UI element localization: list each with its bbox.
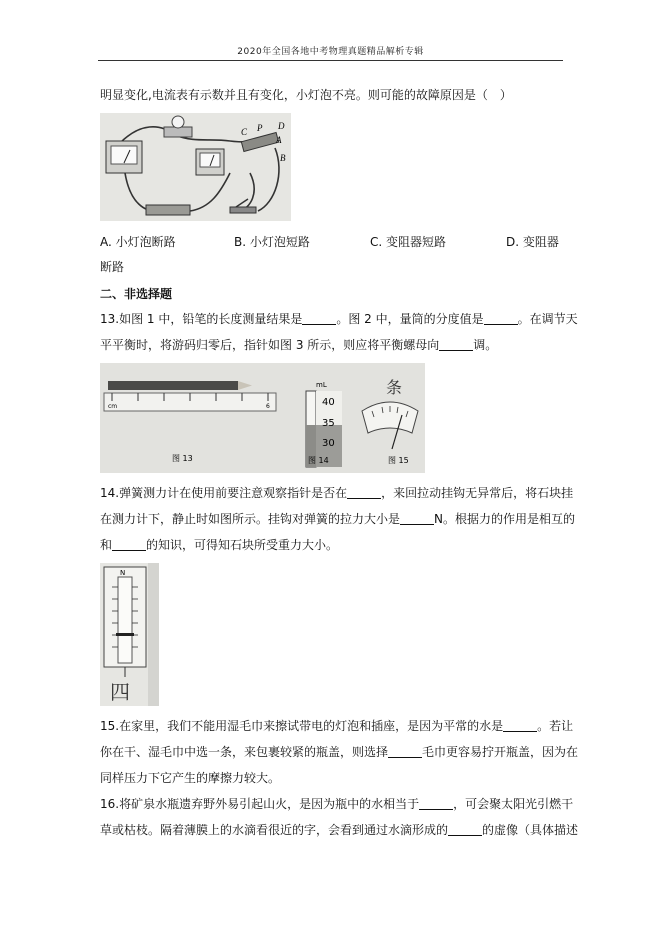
q12-option-d-wrap: 断路 xyxy=(100,260,125,274)
q14-text-6: 的知识，可得知石块所受重力大小。 xyxy=(146,538,339,552)
q14-line1 xyxy=(100,485,573,501)
answer-blank[interactable] xyxy=(503,719,537,732)
q14-text-1: 14.弹簧测力计在使用前要注意观察指针是否在 xyxy=(100,486,348,500)
q13-line1 xyxy=(100,311,578,327)
handwriting-mark: 条 xyxy=(386,378,403,397)
answer-blank[interactable] xyxy=(439,338,473,351)
page-header: 2020年全国各地中考物理真题精品解析专辑 xyxy=(237,47,424,57)
q12-line1: 明显变化,电流表有示数并且有变化，小灯泡不亮。则可能的故障原因是（ ） xyxy=(100,88,512,102)
label-a: A xyxy=(276,135,282,145)
cylinder-unit: mL xyxy=(316,381,327,389)
q14-text-4: N。根据力的作用是相互的 xyxy=(434,512,575,526)
ruler-end-label: 6 xyxy=(266,403,270,410)
q15-text-2: 。若让 xyxy=(537,719,574,733)
q15-text-4: 毛巾更容易拧开瓶盖，因为在 xyxy=(422,745,579,759)
spring-scale-drawing xyxy=(100,563,159,706)
q14-text-2: ，来回拉动挂钩无异常后，将石块挂 xyxy=(381,486,574,500)
q16-line1 xyxy=(100,796,573,812)
q16-text-4: 的虚像（具体描述 xyxy=(482,823,579,837)
q15-text-3: 你在干、湿毛巾中选一条，来包裹较紧的瓶盖，则选择 xyxy=(100,745,389,759)
label-d: D xyxy=(278,121,285,131)
circuit-drawing xyxy=(100,113,291,221)
q12-option-a: A. 小灯泡断路 xyxy=(100,235,176,249)
label-b: B xyxy=(280,153,286,163)
cylinder-tick-40: 40 xyxy=(322,397,335,408)
q15-line3: 同样压力下它产生的摩擦力较大。 xyxy=(100,771,281,785)
q12-option-d: D. 变阻器 xyxy=(506,235,559,249)
answer-blank[interactable] xyxy=(112,538,146,551)
answer-blank[interactable] xyxy=(448,823,482,836)
q16-text-2: ，可会聚太阳光引燃干 xyxy=(453,797,574,811)
answer-blank[interactable] xyxy=(484,312,518,325)
q16-text-3: 草或枯枝。隔着薄膜上的水滴看很近的字，会看到通过水滴形成的 xyxy=(100,823,449,837)
measurement-drawing xyxy=(100,363,425,473)
q15-line2 xyxy=(100,744,578,760)
cylinder-tick-30: 30 xyxy=(322,438,335,449)
q14-text-5: 和 xyxy=(100,538,113,552)
section-title: 二、非选择题 xyxy=(100,287,173,301)
q12-option-c: C. 变阻器短路 xyxy=(370,235,447,249)
q13-text-1: 13.如图 1 中，铅笔的长度测量结果是 xyxy=(100,312,303,326)
answer-blank[interactable] xyxy=(419,797,453,810)
fig-caption-3: 图 15 xyxy=(388,456,409,465)
answer-blank[interactable] xyxy=(347,486,381,499)
q13-text-2: 。图 2 中，量筒的分度值是 xyxy=(336,312,484,326)
circuit-photo xyxy=(100,113,291,221)
q14-line2 xyxy=(100,511,575,527)
scale-unit: N xyxy=(120,569,126,577)
q13-text-3: 。在调节天 xyxy=(517,312,578,326)
cylinder-tick-35: 35 xyxy=(322,418,335,429)
q12-option-b: B. 小灯泡短路 xyxy=(234,235,310,249)
q14-line3 xyxy=(100,537,338,553)
handwriting-mark: 四 xyxy=(110,680,130,704)
label-c: C xyxy=(241,127,248,137)
q13-line2 xyxy=(100,337,497,353)
q15-text-1: 15.在家里，我们不能用湿毛巾来擦试带电的灯泡和插座，是因为平常的水是 xyxy=(100,719,504,733)
q14-text-3: 在测力计下，静止时如图所示。挂钩对弹簧的拉力大小是 xyxy=(100,512,401,526)
fig-caption-2: 图 14 xyxy=(308,456,329,465)
spring-scale-photo xyxy=(100,563,159,706)
ruler-unit: cm xyxy=(108,403,118,410)
answer-blank[interactable] xyxy=(400,512,434,525)
fig-caption-1: 图 13 xyxy=(172,454,193,463)
q16-text-1: 16.将矿泉水瓶遗弃野外易引起山火，是因为瓶中的水相当于 xyxy=(100,797,420,811)
q13-text-5: 调。 xyxy=(473,338,498,352)
q15-line1 xyxy=(100,718,573,734)
header-rule xyxy=(98,60,563,61)
measurement-photo xyxy=(100,363,425,473)
answer-blank[interactable] xyxy=(388,745,422,758)
q13-text-4: 平平衡时，将游码归零后，指针如图 3 所示，则应将平衡螺母向 xyxy=(100,338,440,352)
label-p: P xyxy=(257,123,263,133)
answer-blank[interactable] xyxy=(302,312,336,325)
q16-line2 xyxy=(100,822,578,838)
